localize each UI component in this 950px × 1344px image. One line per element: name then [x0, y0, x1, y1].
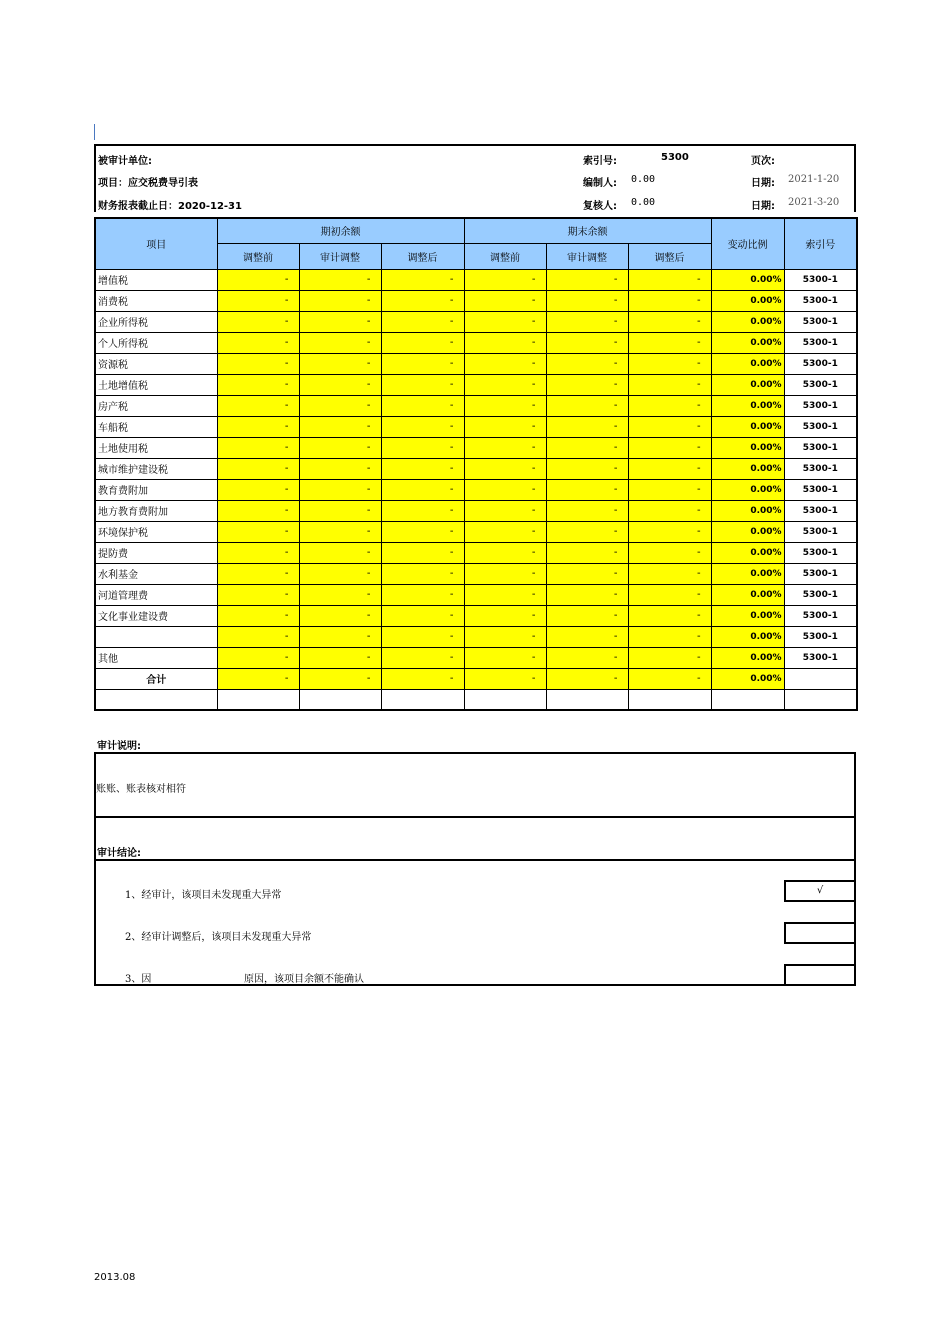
- table-row: [95, 584, 857, 605]
- amount-cell[interactable]: -: [628, 332, 711, 353]
- amount-cell[interactable]: -: [299, 479, 381, 500]
- amount-cell[interactable]: -: [299, 668, 381, 689]
- amount-cell[interactable]: -: [381, 521, 464, 542]
- amount-cell[interactable]: -: [299, 521, 381, 542]
- item-name-cell[interactable]: 资源税: [95, 353, 217, 374]
- amount-cell[interactable]: -: [299, 458, 381, 479]
- amount-cell[interactable]: -: [464, 353, 546, 374]
- report-header: [94, 144, 856, 212]
- table-row: [95, 437, 857, 458]
- amount-cell[interactable]: -: [381, 647, 464, 668]
- amount-cell[interactable]: -: [464, 374, 546, 395]
- conclusion-item-3-prefix: 3、因: [125, 974, 152, 985]
- empty-cell[interactable]: [217, 689, 299, 710]
- amount-cell[interactable]: -: [217, 500, 299, 521]
- amount-cell[interactable]: -: [628, 521, 711, 542]
- amount-cell[interactable]: -: [217, 311, 299, 332]
- amount-cell[interactable]: -: [299, 437, 381, 458]
- amount-cell[interactable]: -: [464, 521, 546, 542]
- item-name-cell[interactable]: 河道管理费: [95, 584, 217, 605]
- change-ratio-cell[interactable]: 0.00%: [711, 479, 784, 500]
- amount-cell[interactable]: -: [628, 605, 711, 626]
- reviewer-value: 0.00: [631, 197, 656, 208]
- change-ratio-cell[interactable]: 0.00%: [711, 563, 784, 584]
- amount-cell[interactable]: -: [299, 353, 381, 374]
- amount-cell[interactable]: -: [628, 500, 711, 521]
- amount-cell[interactable]: -: [546, 458, 628, 479]
- item-name-cell[interactable]: 教育费附加: [95, 479, 217, 500]
- index-ref-cell[interactable]: 5300-1: [784, 395, 857, 416]
- blank-row: [95, 689, 857, 710]
- amount-cell[interactable]: -: [546, 395, 628, 416]
- amount-cell[interactable]: -: [299, 542, 381, 563]
- amount-cell[interactable]: -: [464, 269, 546, 290]
- audit-conclusion-title: 审计结论:: [97, 848, 141, 859]
- preparer-value: 0.00: [631, 174, 656, 185]
- date1-label: 日期:: [751, 178, 775, 189]
- item-name-cell[interactable]: 土地增值税: [95, 374, 217, 395]
- amount-cell[interactable]: -: [464, 290, 546, 311]
- amount-cell[interactable]: -: [381, 395, 464, 416]
- amount-cell[interactable]: -: [217, 605, 299, 626]
- item-name-cell[interactable]: 增值税: [95, 269, 217, 290]
- amount-cell[interactable]: -: [381, 500, 464, 521]
- amount-cell[interactable]: -: [217, 332, 299, 353]
- table-row: [95, 269, 857, 290]
- col-index-header: 索引号: [784, 218, 857, 269]
- amount-cell[interactable]: -: [628, 269, 711, 290]
- table-row: [95, 647, 857, 668]
- amount-cell[interactable]: -: [546, 332, 628, 353]
- change-ratio-cell[interactable]: 0.00%: [711, 458, 784, 479]
- amount-cell[interactable]: -: [546, 521, 628, 542]
- index-ref-cell[interactable]: 5300-1: [784, 374, 857, 395]
- amount-cell[interactable]: -: [381, 479, 464, 500]
- change-ratio-cell[interactable]: 0.00%: [711, 521, 784, 542]
- index-ref-cell[interactable]: 5300-1: [784, 626, 857, 647]
- conclusion-item-1: 1、经审计，该项目未发现重大异常: [125, 890, 282, 901]
- amount-cell[interactable]: -: [217, 584, 299, 605]
- amount-cell[interactable]: -: [381, 374, 464, 395]
- amount-cell[interactable]: -: [299, 374, 381, 395]
- amount-cell[interactable]: -: [217, 458, 299, 479]
- item-name-cell[interactable]: 提防费: [95, 542, 217, 563]
- amount-cell[interactable]: -: [546, 479, 628, 500]
- amount-cell[interactable]: -: [217, 563, 299, 584]
- amount-cell[interactable]: -: [464, 605, 546, 626]
- amount-cell[interactable]: -: [299, 605, 381, 626]
- date1-value: 2021-1-20: [788, 174, 840, 185]
- amount-cell[interactable]: -: [628, 290, 711, 311]
- amount-cell[interactable]: -: [381, 626, 464, 647]
- amount-cell[interactable]: -: [628, 458, 711, 479]
- amount-cell[interactable]: -: [546, 311, 628, 332]
- index-label: 索引号:: [583, 156, 617, 167]
- amount-cell[interactable]: -: [464, 563, 546, 584]
- index-ref-cell[interactable]: 5300-1: [784, 542, 857, 563]
- reviewer-label: 复核人:: [583, 201, 617, 212]
- table-row: [95, 458, 857, 479]
- change-ratio-cell[interactable]: 0.00%: [711, 290, 784, 311]
- sub-header-after: 调整后: [381, 243, 464, 269]
- amount-cell[interactable]: -: [464, 311, 546, 332]
- table-row: [95, 353, 857, 374]
- amount-cell[interactable]: -: [381, 563, 464, 584]
- amount-cell[interactable]: -: [546, 584, 628, 605]
- amount-cell[interactable]: -: [299, 584, 381, 605]
- amount-cell[interactable]: -: [217, 647, 299, 668]
- amount-cell[interactable]: -: [546, 668, 628, 689]
- amount-cell[interactable]: -: [628, 626, 711, 647]
- amount-cell[interactable]: -: [628, 584, 711, 605]
- audit-conclusion-box: [94, 816, 856, 986]
- change-ratio-cell[interactable]: 0.00%: [711, 374, 784, 395]
- empty-cell[interactable]: [628, 689, 711, 710]
- amount-cell[interactable]: -: [217, 626, 299, 647]
- item-name-cell[interactable]: 地方教育费附加: [95, 500, 217, 521]
- index-ref-cell[interactable]: 5300-1: [784, 563, 857, 584]
- item-name-cell[interactable]: [95, 626, 217, 647]
- change-ratio-cell[interactable]: 0.00%: [711, 332, 784, 353]
- group-end-header: 期末余额: [464, 218, 711, 243]
- table-row: [95, 416, 857, 437]
- index-ref-cell[interactable]: 5300-1: [784, 416, 857, 437]
- table-row: [95, 605, 857, 626]
- page-label: 页次:: [751, 156, 775, 167]
- index-value: 5300: [661, 152, 689, 163]
- table-row: [95, 332, 857, 353]
- amount-cell[interactable]: -: [299, 416, 381, 437]
- empty-cell[interactable]: [381, 689, 464, 710]
- amount-cell[interactable]: -: [217, 374, 299, 395]
- amount-cell[interactable]: -: [299, 563, 381, 584]
- preparer-label: 编制人:: [583, 178, 617, 189]
- amount-cell[interactable]: -: [381, 458, 464, 479]
- tax-guide-table: [94, 217, 858, 711]
- cell-cursor: [94, 124, 95, 140]
- amount-cell[interactable]: -: [546, 269, 628, 290]
- item-name-cell[interactable]: 个人所得税: [95, 332, 217, 353]
- empty-cell[interactable]: [711, 689, 784, 710]
- amount-cell[interactable]: -: [217, 668, 299, 689]
- amount-cell[interactable]: -: [464, 479, 546, 500]
- amount-cell[interactable]: -: [628, 311, 711, 332]
- index-ref-cell[interactable]: 5300-1: [784, 353, 857, 374]
- amount-cell[interactable]: -: [628, 542, 711, 563]
- table-row: [95, 500, 857, 521]
- item-name-cell[interactable]: 房产税: [95, 395, 217, 416]
- item-name-cell[interactable]: 土地使用税: [95, 437, 217, 458]
- sub-header-audit: 审计调整: [546, 243, 628, 269]
- amount-cell[interactable]: -: [299, 626, 381, 647]
- amount-cell[interactable]: -: [217, 353, 299, 374]
- index-ref-cell[interactable]: 5300-1: [784, 332, 857, 353]
- empty-cell[interactable]: [784, 689, 857, 710]
- index-ref-cell[interactable]: 5300-1: [784, 269, 857, 290]
- index-ref-cell[interactable]: 5300-1: [784, 605, 857, 626]
- amount-cell[interactable]: -: [381, 332, 464, 353]
- report-date-label: 财务报表截止日：2020-12-31: [98, 201, 242, 212]
- amount-cell[interactable]: -: [464, 626, 546, 647]
- amount-cell[interactable]: -: [217, 269, 299, 290]
- conclusion-item-3-suffix: 原因，该项目余额不能确认: [244, 974, 364, 985]
- change-ratio-cell[interactable]: 0.00%: [711, 353, 784, 374]
- amount-cell[interactable]: -: [217, 290, 299, 311]
- amount-cell[interactable]: -: [464, 647, 546, 668]
- item-name-cell[interactable]: 消费税: [95, 290, 217, 311]
- amount-cell[interactable]: -: [628, 647, 711, 668]
- amount-cell[interactable]: -: [628, 437, 711, 458]
- audit-notes-box: [94, 752, 856, 818]
- conclusion-checkbox-1[interactable]: √: [784, 880, 856, 902]
- change-ratio-cell[interactable]: 0.00%: [711, 668, 784, 689]
- conclusion-checkbox-2[interactable]: [784, 922, 856, 944]
- version-footer: 2013.08: [94, 1272, 136, 1283]
- date2-value: 2021-3-20: [788, 197, 840, 208]
- item-name-cell[interactable]: 环境保护税: [95, 521, 217, 542]
- amount-cell[interactable]: -: [381, 416, 464, 437]
- index-ref-cell[interactable]: 5300-1: [784, 311, 857, 332]
- amount-cell[interactable]: -: [381, 311, 464, 332]
- amount-cell[interactable]: -: [381, 605, 464, 626]
- amount-cell[interactable]: -: [381, 542, 464, 563]
- amount-cell[interactable]: -: [546, 500, 628, 521]
- table-row: [95, 479, 857, 500]
- item-name-cell[interactable]: 企业所得税: [95, 311, 217, 332]
- col-change-header: 变动比例: [711, 218, 784, 269]
- amount-cell[interactable]: -: [217, 542, 299, 563]
- table-row: [95, 311, 857, 332]
- sub-header-after: 调整后: [628, 243, 711, 269]
- index-ref-cell[interactable]: 5300-1: [784, 584, 857, 605]
- index-ref-cell[interactable]: 5300-1: [784, 479, 857, 500]
- amount-cell[interactable]: -: [299, 269, 381, 290]
- amount-cell[interactable]: -: [464, 584, 546, 605]
- amount-cell[interactable]: -: [464, 668, 546, 689]
- amount-cell[interactable]: -: [628, 416, 711, 437]
- item-name-cell[interactable]: 城市维护建设税: [95, 458, 217, 479]
- amount-cell[interactable]: -: [217, 395, 299, 416]
- index-ref-cell[interactable]: 5300-1: [784, 290, 857, 311]
- change-ratio-cell[interactable]: 0.00%: [711, 584, 784, 605]
- empty-cell[interactable]: [95, 689, 217, 710]
- amount-cell[interactable]: -: [628, 563, 711, 584]
- amount-cell[interactable]: -: [217, 521, 299, 542]
- table-row: [95, 521, 857, 542]
- amount-cell[interactable]: -: [464, 332, 546, 353]
- conclusion-checkbox-3[interactable]: [784, 964, 856, 986]
- amount-cell[interactable]: -: [546, 605, 628, 626]
- table-row: [95, 626, 857, 647]
- index-ref-cell[interactable]: [784, 668, 857, 689]
- conclusion-item-2: 2、经审计调整后，该项目未发现重大异常: [125, 932, 312, 943]
- table-row: [95, 290, 857, 311]
- change-ratio-cell[interactable]: 0.00%: [711, 500, 784, 521]
- amount-cell[interactable]: -: [381, 584, 464, 605]
- amount-cell[interactable]: -: [464, 542, 546, 563]
- audited-unit-label: 被审计单位:: [98, 156, 152, 167]
- amount-cell[interactable]: -: [299, 290, 381, 311]
- sub-header-before: 调整前: [464, 243, 546, 269]
- table-row: [95, 563, 857, 584]
- index-ref-cell[interactable]: 5300-1: [784, 458, 857, 479]
- amount-cell[interactable]: -: [628, 668, 711, 689]
- amount-cell[interactable]: -: [381, 269, 464, 290]
- date2-label: 日期:: [751, 201, 775, 212]
- amount-cell[interactable]: -: [546, 542, 628, 563]
- amount-cell[interactable]: -: [217, 437, 299, 458]
- amount-cell[interactable]: -: [546, 290, 628, 311]
- index-ref-cell[interactable]: 5300-1: [784, 521, 857, 542]
- amount-cell[interactable]: -: [628, 479, 711, 500]
- amount-cell[interactable]: -: [546, 374, 628, 395]
- sub-header-before: 调整前: [217, 243, 299, 269]
- amount-cell[interactable]: -: [464, 458, 546, 479]
- amount-cell[interactable]: -: [628, 374, 711, 395]
- table-row: [95, 542, 857, 563]
- amount-cell[interactable]: -: [217, 416, 299, 437]
- index-ref-cell[interactable]: 5300-1: [784, 647, 857, 668]
- change-ratio-cell[interactable]: 0.00%: [711, 269, 784, 290]
- sub-header-audit: 审计调整: [299, 243, 381, 269]
- total-row: [95, 668, 857, 689]
- change-ratio-cell[interactable]: 0.00%: [711, 311, 784, 332]
- amount-cell[interactable]: -: [464, 395, 546, 416]
- change-ratio-cell[interactable]: 0.00%: [711, 542, 784, 563]
- empty-cell[interactable]: [464, 689, 546, 710]
- table-row: [95, 395, 857, 416]
- group-begin-header: 期初余额: [217, 218, 464, 243]
- amount-cell[interactable]: -: [628, 353, 711, 374]
- conclusion-divider: [94, 859, 856, 861]
- amount-cell[interactable]: -: [546, 416, 628, 437]
- amount-cell[interactable]: -: [299, 500, 381, 521]
- amount-cell[interactable]: -: [546, 437, 628, 458]
- amount-cell[interactable]: -: [546, 626, 628, 647]
- table-row: [95, 374, 857, 395]
- amount-cell[interactable]: -: [299, 311, 381, 332]
- empty-cell[interactable]: [546, 689, 628, 710]
- amount-cell[interactable]: -: [299, 395, 381, 416]
- change-ratio-cell[interactable]: 0.00%: [711, 626, 784, 647]
- amount-cell[interactable]: -: [546, 353, 628, 374]
- audit-notes-text: 账账、账表核对相符: [96, 784, 186, 795]
- amount-cell[interactable]: -: [299, 332, 381, 353]
- amount-cell[interactable]: -: [464, 416, 546, 437]
- change-ratio-cell[interactable]: 0.00%: [711, 416, 784, 437]
- col-item-header: 项目: [95, 218, 217, 269]
- amount-cell[interactable]: -: [628, 395, 711, 416]
- project-label: 项目：应交税费导引表: [98, 178, 198, 189]
- amount-cell[interactable]: -: [381, 353, 464, 374]
- change-ratio-cell[interactable]: 0.00%: [711, 647, 784, 668]
- index-ref-cell[interactable]: 5300-1: [784, 437, 857, 458]
- amount-cell[interactable]: -: [381, 290, 464, 311]
- amount-cell[interactable]: -: [546, 647, 628, 668]
- amount-cell[interactable]: -: [299, 647, 381, 668]
- index-ref-cell[interactable]: 5300-1: [784, 500, 857, 521]
- change-ratio-cell[interactable]: 0.00%: [711, 395, 784, 416]
- amount-cell[interactable]: -: [464, 437, 546, 458]
- amount-cell[interactable]: -: [546, 563, 628, 584]
- item-name-cell[interactable]: 文化事业建设费: [95, 605, 217, 626]
- change-ratio-cell[interactable]: 0.00%: [711, 437, 784, 458]
- amount-cell[interactable]: -: [381, 668, 464, 689]
- amount-cell[interactable]: -: [381, 437, 464, 458]
- audit-notes-title: 审计说明:: [97, 741, 141, 752]
- change-ratio-cell[interactable]: 0.00%: [711, 605, 784, 626]
- total-label-cell[interactable]: 合计: [95, 668, 217, 689]
- item-name-cell[interactable]: 车船税: [95, 416, 217, 437]
- empty-cell[interactable]: [299, 689, 381, 710]
- item-name-cell[interactable]: 水利基金: [95, 563, 217, 584]
- amount-cell[interactable]: -: [217, 479, 299, 500]
- item-name-cell[interactable]: 其他: [95, 647, 217, 668]
- amount-cell[interactable]: -: [464, 500, 546, 521]
